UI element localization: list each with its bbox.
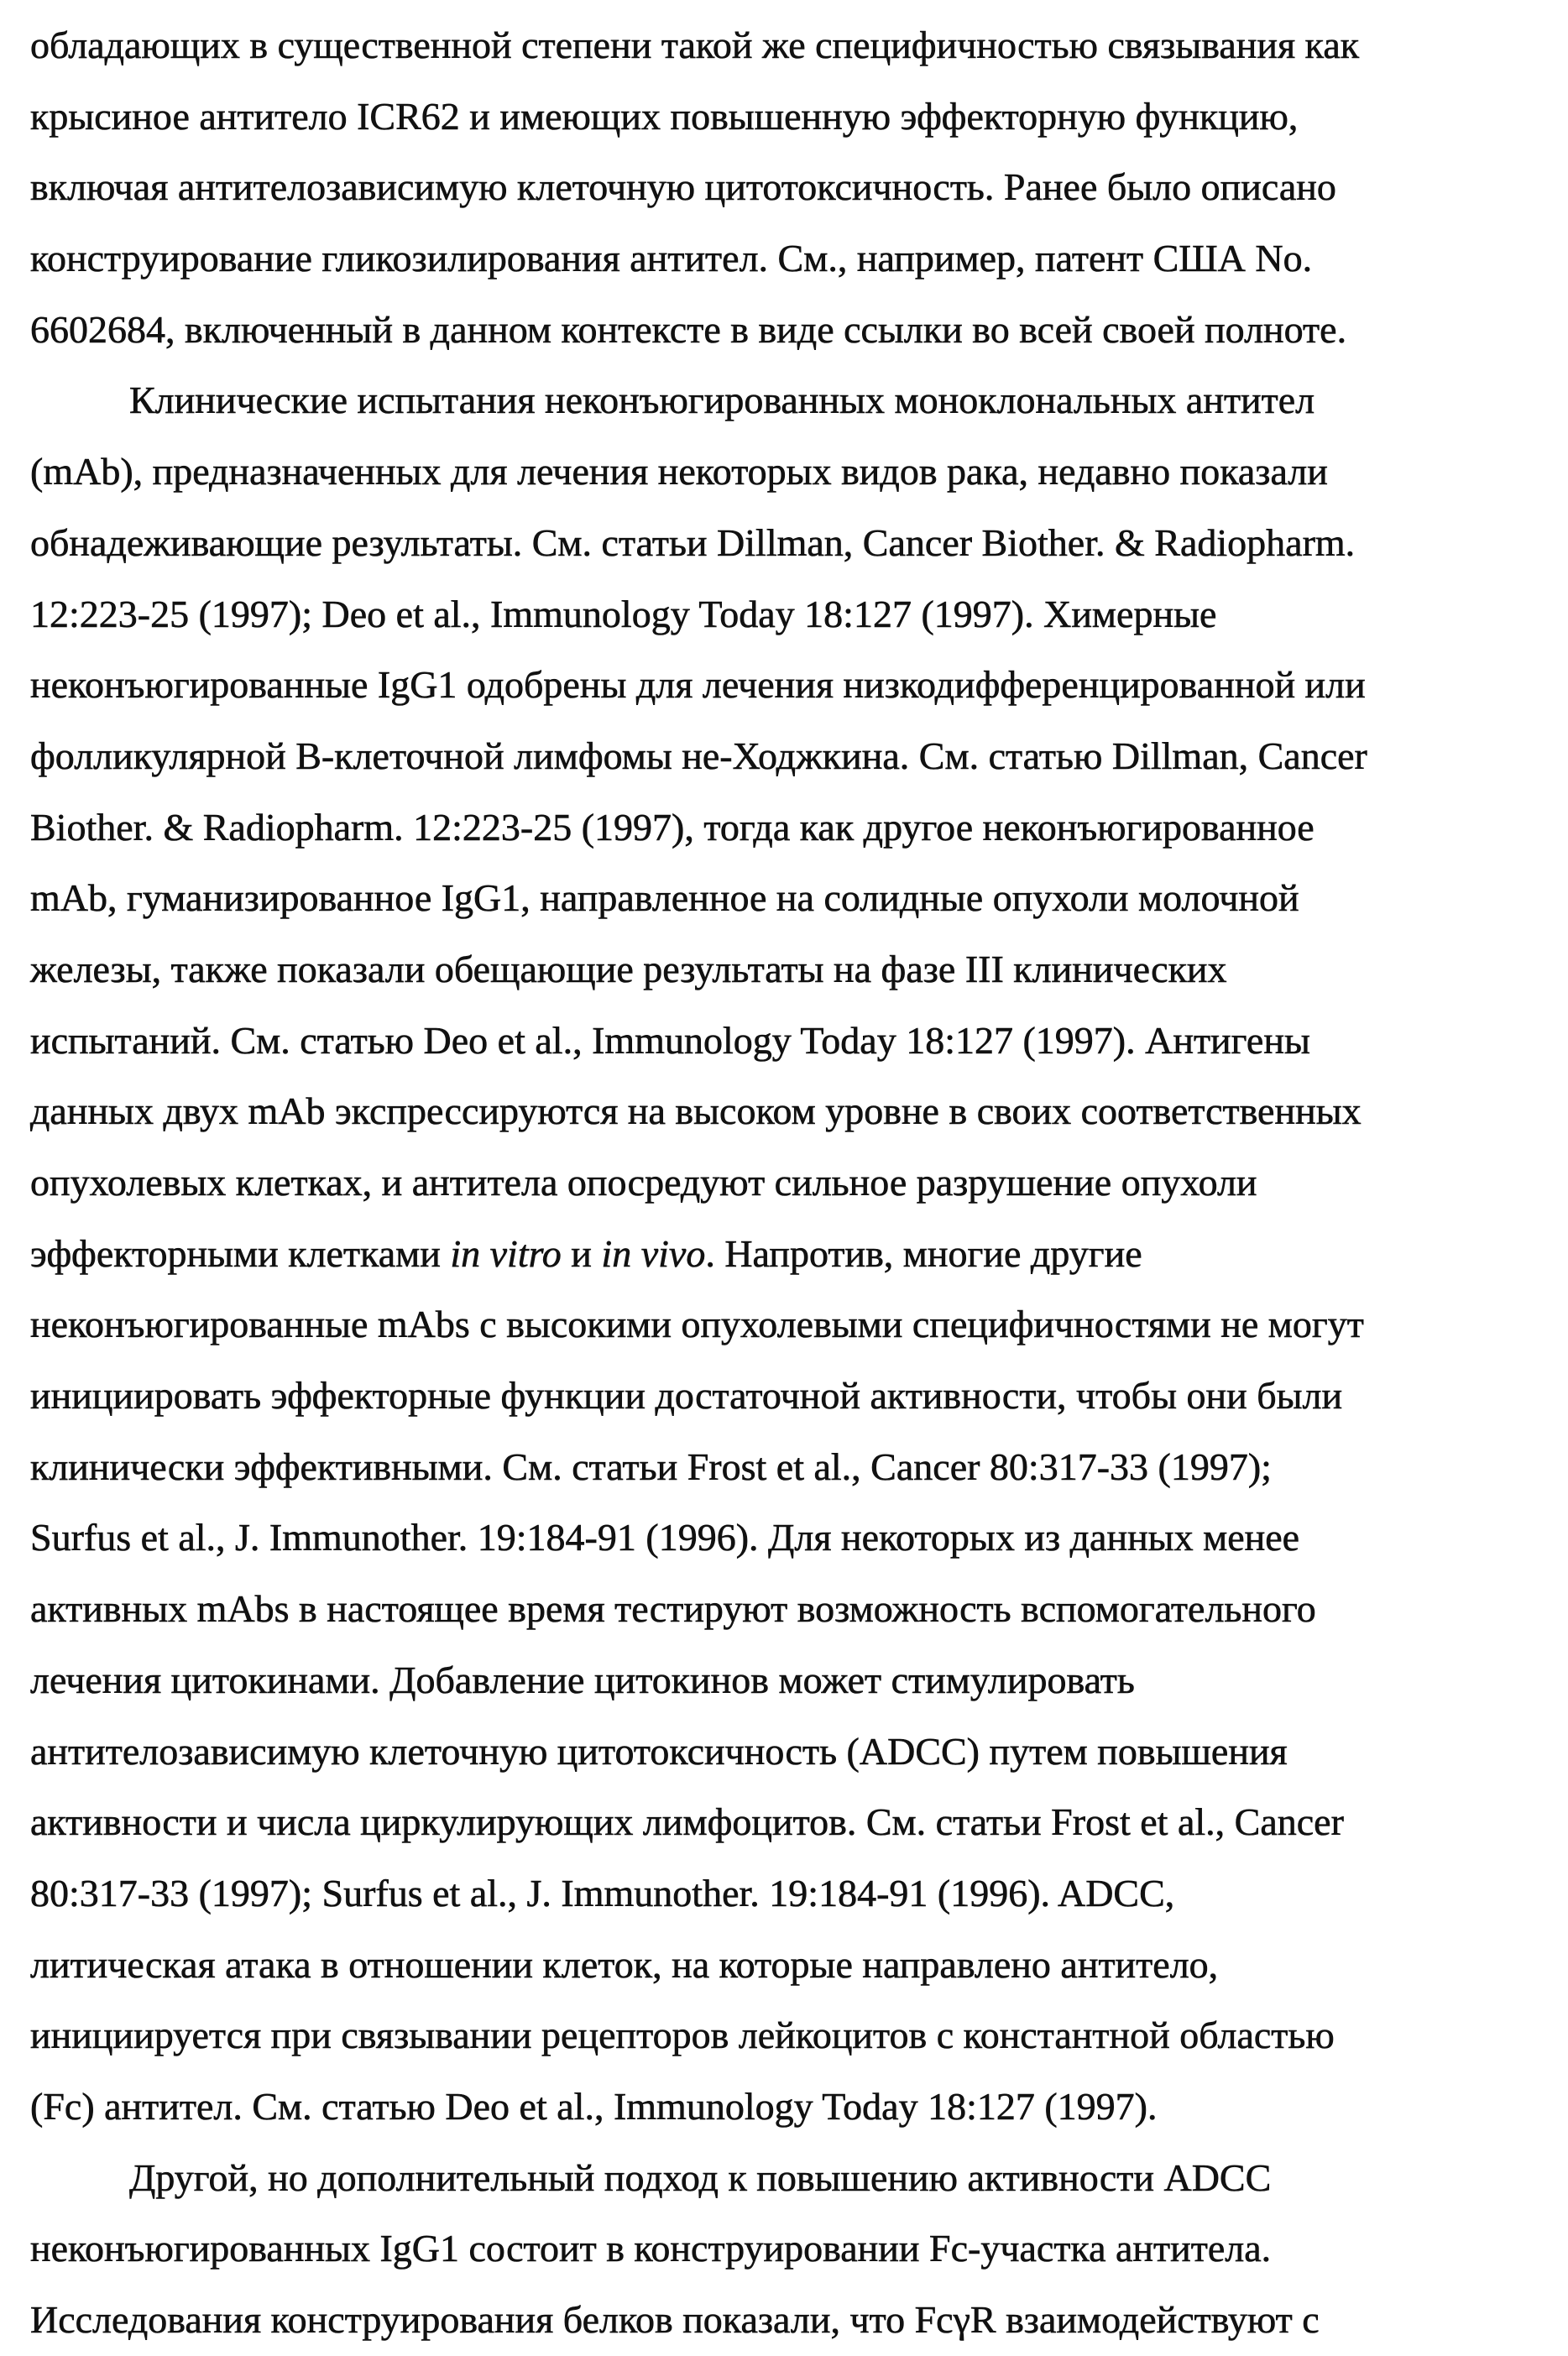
text-line: (Fc) антител. См. статью Deo et al., Immunology Today 18:127 (1997). bbox=[30, 2071, 1541, 2143]
text-line: антителозависимую клеточную цитотоксичность (ADCC) путем повышения bbox=[30, 1716, 1541, 1788]
italic-term: in vivo bbox=[601, 1232, 705, 1275]
text-line: включая антителозависимую клеточную цитотоксичность. Ранее было описано bbox=[30, 152, 1541, 223]
text-line: железы, также показали обещающие результаты на фазе III клинических bbox=[30, 934, 1541, 1006]
text-line: инициировать эффекторные функции достаточной активности, чтобы они были bbox=[30, 1361, 1541, 1432]
text-line: обнадеживающие результаты. См. статьи Dillman, Cancer Biother. & Radiopharm. bbox=[30, 508, 1541, 579]
text-line: mAb, гуманизированное IgG1, направленное на солидные опухоли молочной bbox=[30, 863, 1541, 934]
text-line: инициируется при связывании рецепторов лейкоцитов с константной областью bbox=[30, 2000, 1541, 2071]
text-line: фолликулярной В-клеточной лимфомы не-Ходжкина. См. статью Dillman, Cancer bbox=[30, 721, 1541, 792]
document-page bbox=[30, 10, 1541, 2356]
text-line: клинически эффективными. См. статьи Frost et al., Cancer 80:317-33 (1997); bbox=[30, 1432, 1541, 1503]
text-line: 12:223-25 (1997); Deo et al., Immunology Today 18:127 (1997). Химерные bbox=[30, 579, 1541, 650]
text-line bbox=[30, 1219, 1541, 1290]
text-line: неконъюгированные IgG1 одобрены для лечения низкодифференцированной или bbox=[30, 650, 1541, 721]
text-segment: эффекторными клетками bbox=[30, 1232, 450, 1275]
text-line: неконъюгированные mAbs с высокими опухолевыми специфичностями не могут bbox=[30, 1289, 1541, 1361]
italic-term: in vitro bbox=[450, 1232, 561, 1275]
text-segment: . Напротив, многие другие bbox=[705, 1232, 1142, 1275]
text-line: крысиное антитело ICR62 и имеющих повышенную эффекторную функцию, bbox=[30, 81, 1541, 153]
text-line: 80:317-33 (1997); Surfus et al., J. Immunother. 19:184-91 (1996). ADCC, bbox=[30, 1858, 1541, 1930]
text-line: Surfus et al., J. Immunother. 19:184-91 (1996). Для некоторых из данных менее bbox=[30, 1502, 1541, 1574]
text-line: неконъюгированных IgG1 состоит в конструировании Fc-участка антитела. bbox=[30, 2213, 1541, 2285]
text-line: Исследования конструирования белков показали, что FcγR взаимодействуют с bbox=[30, 2285, 1541, 2356]
text-line: конструирование гликозилирования антител. См., например, патент США No. bbox=[30, 223, 1541, 295]
text-line: активных mAbs в настоящее время тестируют возможность вспомогательного bbox=[30, 1574, 1541, 1645]
text-segment: и bbox=[562, 1232, 602, 1275]
text-line: лечения цитокинами. Добавление цитокинов может стимулировать bbox=[30, 1645, 1541, 1716]
text-line: обладающих в существенной степени такой же специфичностью связывания как bbox=[30, 10, 1541, 81]
text-line: литическая атака в отношении клеток, на которые направлено антитело, bbox=[30, 1930, 1541, 2001]
text-line: опухолевых клетках, и антитела опосредуют сильное разрушение опухоли bbox=[30, 1147, 1541, 1219]
text-line: данных двух mAb экспрессируются на высоком уровне в своих соответственных bbox=[30, 1076, 1541, 1147]
text-line: активности и числа циркулирующих лимфоцитов. См. статьи Frost et al., Cancer bbox=[30, 1787, 1541, 1858]
paragraph-start-line: Клинические испытания неконъюгированных моноклональных антител bbox=[30, 365, 1541, 436]
text-line: испытаний. См. статью Deo et al., Immunology Today 18:127 (1997). Антигены bbox=[30, 1006, 1541, 1077]
paragraph-start-line: Другой, но дополнительный подход к повышению активности ADCC bbox=[30, 2143, 1541, 2214]
text-line: (mAb), предназначенных для лечения некоторых видов рака, недавно показали bbox=[30, 436, 1541, 508]
text-line: Biother. & Radiopharm. 12:223-25 (1997), тогда как другое неконъюгированное bbox=[30, 792, 1541, 864]
text-line: 6602684, включенный в данном контексте в виде ссылки во всей своей полноте. bbox=[30, 295, 1541, 366]
